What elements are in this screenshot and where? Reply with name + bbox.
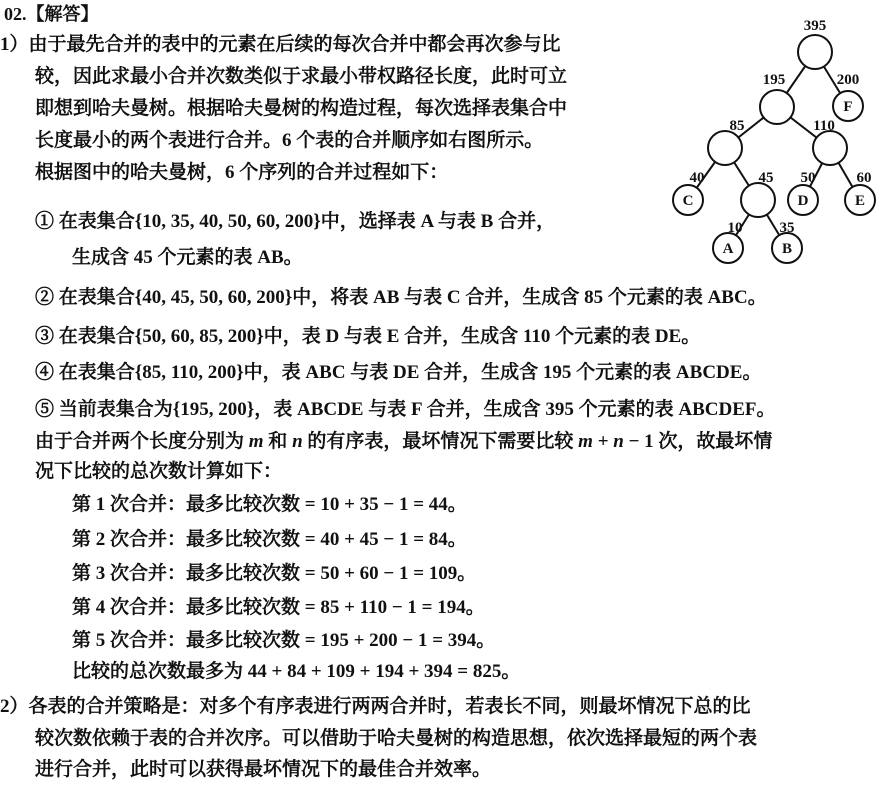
var-n: n — [292, 431, 303, 452]
part1-line: 1）由于最先合并的表中的元素在后续的每次合并中都会再次参与比 — [0, 34, 561, 55]
merge-step-1: ① 在表集合{10, 35, 40, 50, 60, 200}中，选择表 A 与表 B 合并， — [35, 211, 556, 232]
weight-label: 50 — [800, 170, 816, 186]
merge-count: 第 4 次合并：最多比较次数 = 85 + 110 − 1 = 194。 — [72, 597, 485, 618]
part2-line: 2）各表的合并策略是：对多个有序表进行两两合并时，若表长不同，则最坏情况下总的比 — [0, 696, 751, 717]
weight-label: 395 — [803, 18, 827, 34]
plus: + — [597, 431, 609, 452]
var-m: m — [578, 431, 593, 452]
merge-count: 第 2 次合并：最多比较次数 = 40 + 45 − 1 = 84。 — [72, 529, 467, 550]
text: 由于合并两个长度分别为 — [35, 431, 245, 452]
tree-node-45 — [741, 183, 775, 217]
merge-count: 第 3 次合并：最多比较次数 = 50 + 60 − 1 = 109。 — [72, 563, 477, 584]
merge-step-4: ④ 在表集合{85, 110, 200}中，表 ABC 与表 DE 合并，生成含 195 个元素的表 ABCDE。 — [35, 362, 762, 383]
text: 和 — [268, 431, 288, 452]
merge-count: 第 5 次合并：最多比较次数 = 195 + 200 − 1 = 394。 — [72, 630, 496, 651]
tree-node-root — [798, 35, 832, 69]
weight-label: 10 — [727, 220, 743, 236]
leaf-label-b: B — [781, 241, 793, 257]
leaf-label-c: C — [682, 193, 694, 209]
weight-label: 110 — [813, 118, 835, 134]
var-m: m — [248, 431, 264, 452]
leaf-label-f: F — [843, 99, 853, 115]
part1-line: 长度最小的两个表进行合并。6 个表的合并顺序如右图所示。 — [35, 130, 544, 151]
leaf-label-e: E — [854, 193, 866, 209]
answer-heading: 02.【解答】 — [4, 4, 99, 24]
text: 的有序表，最坏情况下需要比较 — [307, 431, 574, 452]
leaf-label-d: D — [797, 193, 809, 209]
text: − 1 次，故最坏情 — [628, 431, 773, 452]
tree-node-195 — [760, 90, 794, 124]
weight-label: 45 — [758, 170, 774, 186]
weight-label: 60 — [856, 170, 872, 186]
weight-label: 200 — [836, 72, 860, 88]
merge-step-5: ⑤ 当前表集合为{195, 200}，表 ABCDE 与表 F 合并，生成含 395 个元素的表 ABCDEF。 — [35, 399, 776, 420]
weight-label: 40 — [689, 170, 705, 186]
total-count: 比较的总次数最多为 44 + 84 + 109 + 194 + 394 = 825。 — [72, 661, 521, 682]
merge-step-2: ② 在表集合{40, 45, 50, 60, 200}中，将表 AB 与表 C 合并，生成含 85 个元素的表 ABC。 — [35, 287, 767, 308]
part1-line: 即想到哈夫曼树。根据哈夫曼树的构造过程，每次选择表集合中 — [35, 98, 568, 119]
part1-line: 根据图中的哈夫曼树，6 个序列的合并过程如下： — [35, 162, 449, 183]
part1-line: 较，因此求最小合并次数类似于求最小带权路径长度，此时可立 — [35, 66, 568, 87]
weight-label: 35 — [779, 220, 795, 236]
leaf-label-a: A — [722, 241, 734, 257]
merge-count: 第 1 次合并：最多比较次数 = 10 + 35 − 1 = 44。 — [72, 494, 467, 515]
worst-case-line-2: 况下比较的总次数计算如下： — [35, 461, 283, 482]
tree-node-110 — [813, 131, 847, 165]
weight-label: 195 — [762, 72, 786, 88]
part2-line: 进行合并，此时可以获得最坏情况下的最佳合并效率。 — [35, 759, 492, 780]
var-n: n — [613, 431, 624, 452]
part2-line: 较次数依赖于表的合并次序。可以借助于哈夫曼树的构造思想，依次选择最短的两个表 — [35, 728, 758, 749]
merge-step-1-cont: 生成含 45 个元素的表 AB。 — [72, 247, 303, 268]
weight-label: 85 — [729, 118, 745, 134]
tree-node-85 — [708, 131, 742, 165]
merge-step-3: ③ 在表集合{50, 60, 85, 200}中，表 D 与表 E 合并，生成含 110 个元素的表 DE。 — [35, 326, 701, 347]
